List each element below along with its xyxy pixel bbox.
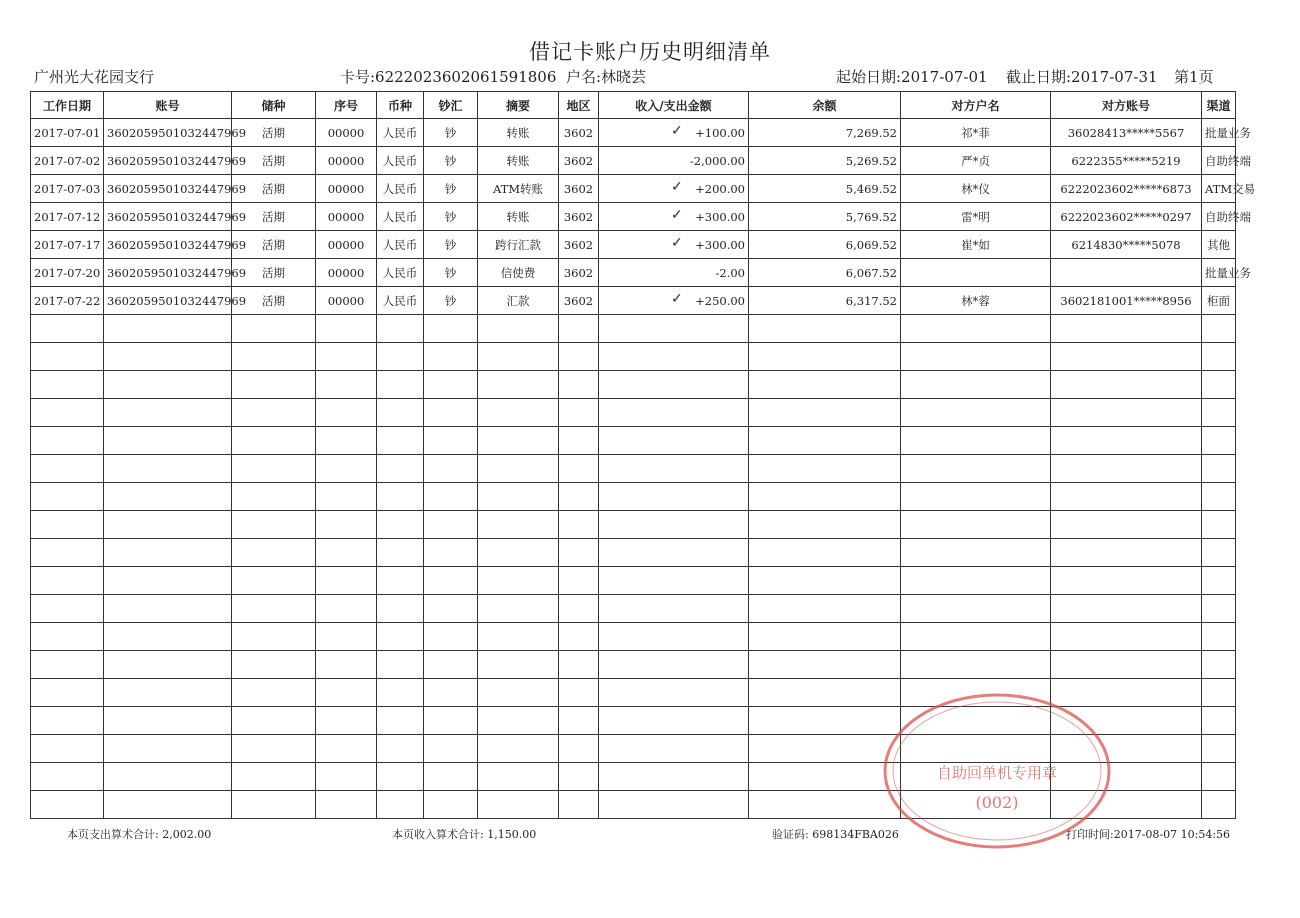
cell-amount: +300.00 ✓ (599, 203, 749, 231)
col-header: 币种 (377, 92, 424, 119)
table-row (31, 119, 1236, 147)
cell-balance: 6,069.52 (749, 231, 901, 259)
cell-type: 活期 (232, 287, 316, 315)
cell-cp-account: 6222023602*****6873 (1051, 175, 1202, 203)
empty-row (31, 595, 1236, 623)
cell-cp-name: 崔*如 (901, 231, 1051, 259)
cell-seq: 00000 (316, 175, 377, 203)
cell-seq: 00000 (316, 147, 377, 175)
end-date: 截止日期:2017-07-31 (1006, 68, 1158, 86)
cell-account: 3602059501032447969 (104, 203, 232, 231)
cell-summary: 跨行汇款 (478, 231, 559, 259)
cell-cp-account: 6222023602*****0297 (1051, 203, 1202, 231)
print-time: 打印时间:2017-08-07 10:54:56 (1066, 828, 1231, 841)
handwritten-check-mark: ✓ (671, 207, 683, 223)
cell-cp-name: 祁*菲 (901, 119, 1051, 147)
cell-date: 2017-07-02 (31, 147, 104, 175)
cell-date: 2017-07-22 (31, 287, 104, 315)
cell-type: 活期 (232, 119, 316, 147)
empty-row (31, 371, 1236, 399)
cell-seq: 00000 (316, 203, 377, 231)
cell-summary: ATM转账 (478, 175, 559, 203)
cell-cp-name (901, 259, 1051, 287)
cell-cp-name: 雷*明 (901, 203, 1051, 231)
cell-type: 活期 (232, 147, 316, 175)
cell-balance: 5,269.52 (749, 147, 901, 175)
cell-amount: +250.00 ✓ (599, 287, 749, 315)
col-header: 账号 (104, 92, 232, 119)
cell-cash: 钞 (424, 231, 478, 259)
cell-date: 2017-07-01 (31, 119, 104, 147)
col-header: 钞汇 (424, 92, 478, 119)
cell-region: 3602 (559, 231, 599, 259)
card-number: 卡号:6222023602061591806 (340, 68, 557, 86)
cell-account: 3602059501032447969 (104, 147, 232, 175)
handwritten-check-mark: ✓ (671, 235, 683, 251)
cell-cp-account: 3602181001*****8956 (1051, 287, 1202, 315)
table-row (31, 287, 1236, 315)
empty-row (31, 455, 1236, 483)
cell-account: 3602059501032447969 (104, 259, 232, 287)
cell-seq: 00000 (316, 287, 377, 315)
svg-text:(002): (002) (975, 793, 1019, 812)
col-header: 余额 (749, 92, 901, 119)
cell-balance: 5,469.52 (749, 175, 901, 203)
col-header: 摘要 (478, 92, 559, 119)
empty-row (31, 399, 1236, 427)
cell-channel: 柜面 (1202, 287, 1236, 315)
handwritten-check-mark: ✓ (671, 291, 683, 307)
cell-cash: 钞 (424, 287, 478, 315)
cell-amount: -2,000.00 (599, 147, 749, 175)
cell-cash: 钞 (424, 175, 478, 203)
cell-balance: 6,317.52 (749, 287, 901, 315)
cell-currency: 人民币 (377, 259, 424, 287)
cell-currency: 人民币 (377, 119, 424, 147)
page-title: 借记卡账户历史明细清单 (529, 40, 771, 64)
cell-account: 3602059501032447969 (104, 119, 232, 147)
cell-type: 活期 (232, 231, 316, 259)
cell-amount: +300.00 ✓ (599, 231, 749, 259)
handwritten-check-mark: ✓ (671, 179, 683, 195)
bank-seal-stamp (880, 690, 1114, 852)
table-row (31, 175, 1236, 203)
verify-code: 验证码: 698134FBA026 (772, 828, 899, 841)
empty-row (31, 567, 1236, 595)
empty-row (31, 651, 1236, 679)
table-header-row (31, 92, 1236, 119)
cell-channel: 批量业务 (1202, 259, 1236, 287)
cell-account: 3602059501032447969 (104, 287, 232, 315)
cell-currency: 人民币 (377, 203, 424, 231)
empty-row (31, 511, 1236, 539)
cell-currency: 人民币 (377, 287, 424, 315)
cell-region: 3602 (559, 175, 599, 203)
col-header: 收入/支出金额 (599, 92, 749, 119)
cell-cp-account: 36028413*****5567 (1051, 119, 1202, 147)
col-header: 地区 (559, 92, 599, 119)
cell-amount: +200.00 ✓ (599, 175, 749, 203)
cell-summary: 转账 (478, 203, 559, 231)
table-row (31, 147, 1236, 175)
cell-cp-name: 林*蓉 (901, 287, 1051, 315)
cell-region: 3602 (559, 119, 599, 147)
cell-type: 活期 (232, 203, 316, 231)
cell-region: 3602 (559, 147, 599, 175)
income-total: 本页收入算术合计: 1,150.00 (392, 828, 537, 841)
cell-seq: 00000 (316, 119, 377, 147)
empty-row (31, 315, 1236, 343)
cell-balance: 6,067.52 (749, 259, 901, 287)
account-name: 户名:林晓芸 (566, 68, 647, 86)
cell-type: 活期 (232, 259, 316, 287)
page-number: 第1页 (1174, 68, 1214, 86)
cell-date: 2017-07-17 (31, 231, 104, 259)
cell-channel: 自助终端 (1202, 203, 1236, 231)
cell-date: 2017-07-12 (31, 203, 104, 231)
cell-summary: 信使费 (478, 259, 559, 287)
cell-region: 3602 (559, 259, 599, 287)
cell-type: 活期 (232, 175, 316, 203)
table-row (31, 203, 1236, 231)
cell-cp-account: 6222355*****5219 (1051, 147, 1202, 175)
cell-amount: -2.00 (599, 259, 749, 287)
cell-cash: 钞 (424, 259, 478, 287)
cell-date: 2017-07-20 (31, 259, 104, 287)
cell-date: 2017-07-03 (31, 175, 104, 203)
col-header: 序号 (316, 92, 377, 119)
handwritten-check-mark: ✓ (671, 123, 683, 139)
cell-balance: 5,769.52 (749, 203, 901, 231)
empty-row (31, 539, 1236, 567)
empty-row (31, 427, 1236, 455)
empty-row (31, 623, 1236, 651)
cell-region: 3602 (559, 287, 599, 315)
cell-channel: 批量业务 (1202, 119, 1236, 147)
col-header: 对方账号 (1051, 92, 1202, 119)
cell-summary: 转账 (478, 147, 559, 175)
cell-balance: 7,269.52 (749, 119, 901, 147)
table-row (31, 259, 1236, 287)
cell-cp-name: 严*贞 (901, 147, 1051, 175)
cell-cash: 钞 (424, 203, 478, 231)
svg-text:自助回单机专用章: 自助回单机专用章 (936, 764, 1058, 782)
start-date: 起始日期:2017-07-01 (836, 68, 988, 86)
cell-channel: 其他 (1202, 231, 1236, 259)
cell-channel: ATM交易 (1202, 175, 1236, 203)
branch-name: 广州光大花园支行 (34, 68, 155, 86)
cell-account: 3602059501032447969 (104, 231, 232, 259)
cell-currency: 人民币 (377, 231, 424, 259)
expense-total: 本页支出算术合计: 2,002.00 (67, 828, 212, 841)
cell-summary: 转账 (478, 119, 559, 147)
cell-cp-name: 林*仪 (901, 175, 1051, 203)
table-row (31, 231, 1236, 259)
cell-seq: 00000 (316, 231, 377, 259)
empty-row (31, 343, 1236, 371)
cell-region: 3602 (559, 203, 599, 231)
cell-cash: 钞 (424, 147, 478, 175)
cell-account: 3602059501032447969 (104, 175, 232, 203)
col-header: 渠道 (1202, 92, 1236, 119)
cell-cp-account: 6214830*****5078 (1051, 231, 1202, 259)
cell-cp-account (1051, 259, 1202, 287)
cell-seq: 00000 (316, 259, 377, 287)
col-header: 对方户名 (901, 92, 1051, 119)
empty-row (31, 483, 1236, 511)
col-header: 储种 (232, 92, 316, 119)
cell-summary: 汇款 (478, 287, 559, 315)
cell-currency: 人民币 (377, 175, 424, 203)
cell-channel: 自助终端 (1202, 147, 1236, 175)
col-header: 工作日期 (31, 92, 104, 119)
cell-amount: +100.00 ✓ (599, 119, 749, 147)
cell-cash: 钞 (424, 119, 478, 147)
cell-currency: 人民币 (377, 147, 424, 175)
